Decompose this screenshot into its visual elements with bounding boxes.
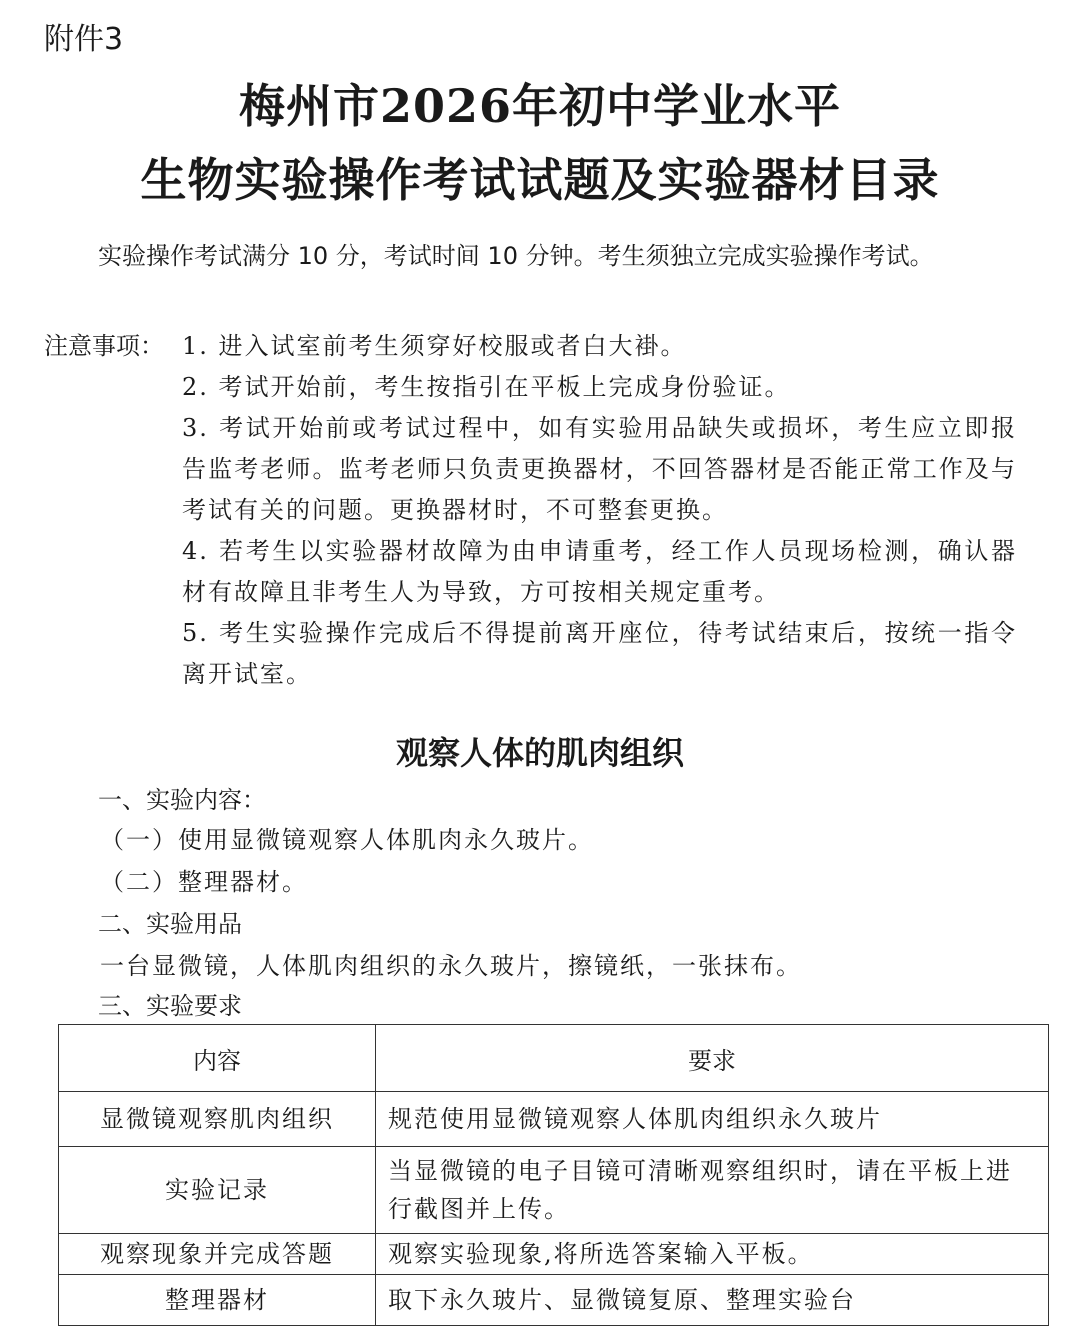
table-header-row <box>59 1025 1049 1092</box>
content-item-1: （一）使用显微镜观察人体肌肉永久玻片。 <box>100 826 594 854</box>
table-cell-content: 整理器材 <box>59 1275 376 1326</box>
table-cell-content: 观察现象并完成答题 <box>59 1234 376 1275</box>
document-title-line-2: 生物实验操作考试试题及实验器材目录 <box>140 153 940 207</box>
requirements-table <box>58 1024 1049 1326</box>
table-cell-content: 显微镜观察肌肉组织 <box>59 1092 376 1147</box>
materials-heading: 二、实验用品 <box>98 910 242 938</box>
table-row <box>59 1147 1049 1234</box>
content-item-2: （二）整理器材。 <box>100 868 308 896</box>
note-item-2: 2. 考试开始前，考生按指引在平板上完成身份验证。 <box>182 373 791 401</box>
table-row <box>59 1092 1049 1147</box>
note-item-5: 5. 考生实验操作完成后不得提前离开座位，待考试结束后，按统一指令离开试室。 <box>182 619 1017 688</box>
content-heading: 一、实验内容： <box>98 786 266 814</box>
notes-list <box>182 326 1017 695</box>
attachment-label: 附件3 <box>44 22 124 57</box>
note-item-1: 1. 进入试室前考生须穿好校服或者白大褂。 <box>182 332 687 360</box>
requirements-heading: 三、实验要求 <box>98 992 242 1020</box>
table-cell-content: 实验记录 <box>59 1147 376 1234</box>
table-header-requirement: 要求 <box>376 1025 1049 1092</box>
table-header-content: 内容 <box>59 1025 376 1092</box>
table-row <box>59 1275 1049 1326</box>
table-cell-requirement: 取下永久玻片、显微镜复原、整理实验台 <box>376 1275 1049 1326</box>
experiment-title: 观察人体的肌肉组织 <box>395 734 684 772</box>
notes-label: 注意事项： <box>44 332 164 360</box>
table-cell-requirement: 观察实验现象,将所选答案输入平板。 <box>376 1234 1049 1275</box>
table-row <box>59 1234 1049 1275</box>
materials-text: 一台显微镜，人体肌肉组织的永久玻片，擦镜纸，一张抹布。 <box>100 952 802 980</box>
note-item-3: 3. 考试开始前或考试过程中，如有实验用品缺失或损坏，考生应立即报告监考老师。监考老师只负责更换器材，不回答器材是否能正常工作及与考试有关的问题。更换器材时，不可整套更换。 <box>182 414 1017 524</box>
table-cell-requirement: 当显微镜的电子目镜可清晰观察组织时，请在平板上进行截图并上传。 <box>376 1147 1049 1234</box>
note-item-4: 4. 若考生以实验器材故障为由申请重考，经工作人员现场检测，确认器材有故障且非考生人为导致，方可按相关规定重考。 <box>182 537 1017 606</box>
document-title-line-1: 梅州市2026年初中学业水平 <box>238 79 842 133</box>
table-cell-requirement: 规范使用显微镜观察人体肌肉组织永久玻片 <box>376 1092 1049 1147</box>
exam-intro: 实验操作考试满分 10 分，考试时间 10 分钟。考生须独立完成实验操作考试。 <box>98 242 934 270</box>
